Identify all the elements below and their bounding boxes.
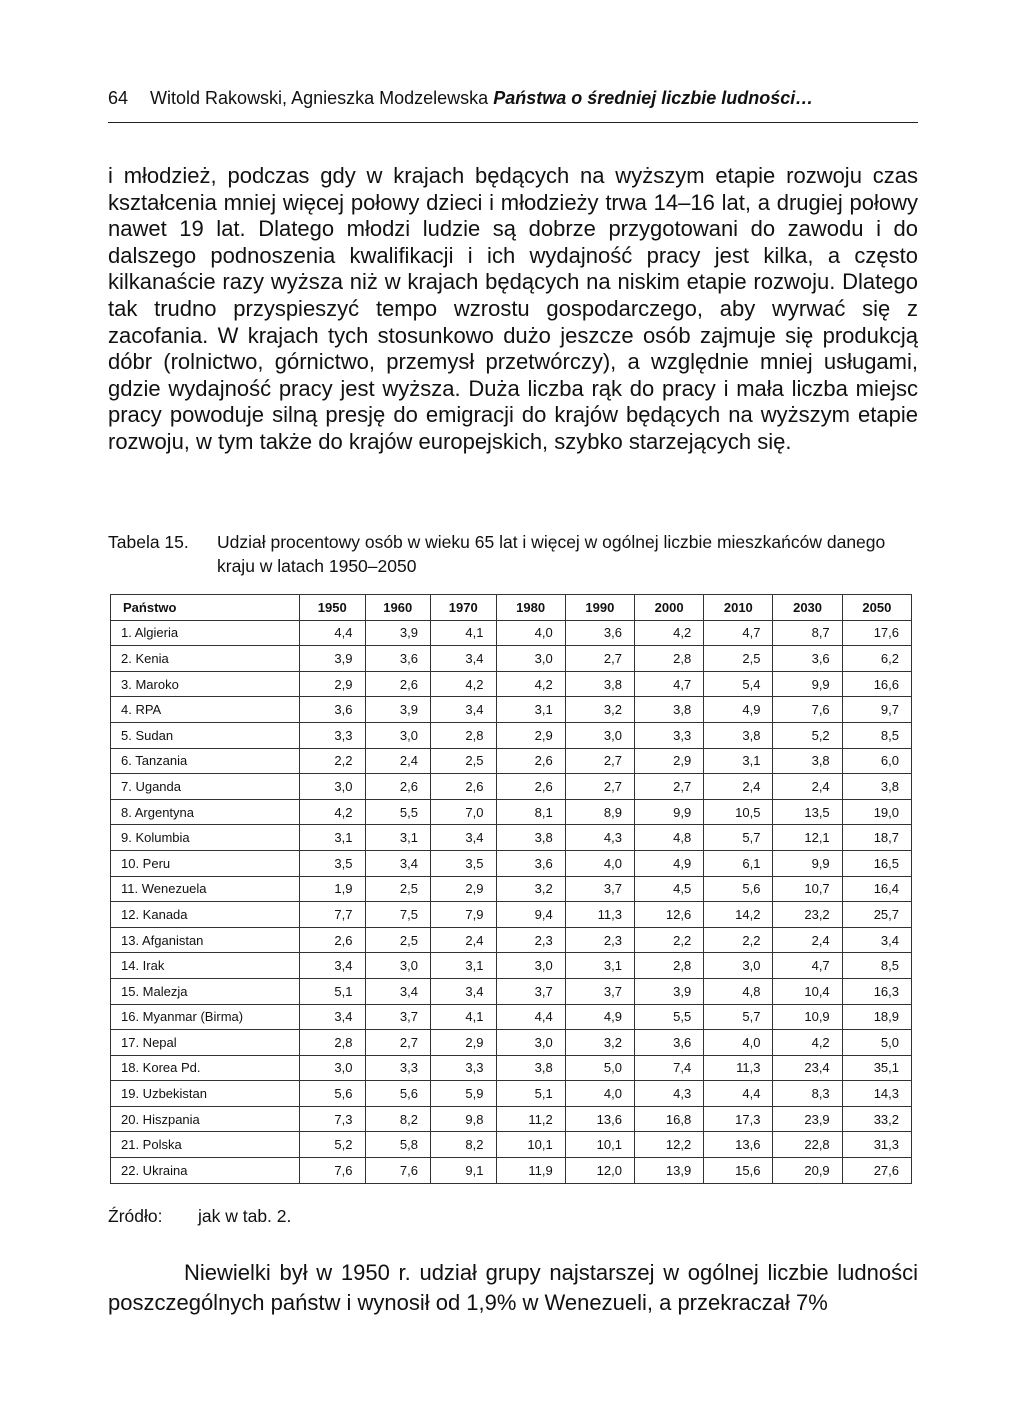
table-cell-value: 20,9 bbox=[773, 1158, 842, 1184]
table-cell-value: 35,1 bbox=[842, 1055, 911, 1081]
table-cell-value: 5,9 bbox=[431, 1081, 497, 1107]
table-cell-value: 3,0 bbox=[300, 1055, 366, 1081]
table-cell-value: 3,8 bbox=[496, 825, 565, 851]
table-header-year: 2050 bbox=[842, 595, 911, 621]
table-cell-value: 3,8 bbox=[773, 748, 842, 774]
table-cell-value: 3,0 bbox=[704, 953, 773, 979]
table-cell-value: 4,2 bbox=[496, 671, 565, 697]
table-cell-value: 11,9 bbox=[496, 1158, 565, 1184]
table-cell-value: 5,6 bbox=[365, 1081, 431, 1107]
table-row bbox=[111, 825, 912, 851]
table-row bbox=[111, 799, 912, 825]
table-body bbox=[111, 620, 912, 1183]
table-cell-value: 3,0 bbox=[565, 722, 634, 748]
table-cell-value: 4,7 bbox=[634, 671, 703, 697]
table-cell-value: 7,9 bbox=[431, 902, 497, 928]
table-cell-value: 3,9 bbox=[365, 697, 431, 723]
table-cell-value: 6,2 bbox=[842, 646, 911, 672]
table-cell-value: 3,8 bbox=[634, 697, 703, 723]
table-cell-state: 15. Malezja bbox=[111, 978, 300, 1004]
table-cell-value: 3,1 bbox=[431, 953, 497, 979]
table-header-year: 2030 bbox=[773, 595, 842, 621]
source-note bbox=[108, 1206, 291, 1227]
table-cell-value: 13,5 bbox=[773, 799, 842, 825]
table-cell-value: 1,9 bbox=[300, 876, 366, 902]
table-cell-value: 8,2 bbox=[365, 1106, 431, 1132]
table-row bbox=[111, 953, 912, 979]
table-cell-value: 3,9 bbox=[634, 978, 703, 1004]
running-header bbox=[108, 88, 918, 123]
table-cell-value: 2,6 bbox=[431, 774, 497, 800]
table-row bbox=[111, 1030, 912, 1056]
table-cell-value: 4,2 bbox=[431, 671, 497, 697]
table-cell-value: 17,3 bbox=[704, 1106, 773, 1132]
table-cell-value: 3,6 bbox=[365, 646, 431, 672]
table-cell-value: 4,3 bbox=[565, 825, 634, 851]
table-cell-value: 9,9 bbox=[773, 850, 842, 876]
table-cell-value: 8,5 bbox=[842, 722, 911, 748]
table-cell-value: 7,6 bbox=[300, 1158, 366, 1184]
table-cell-value: 3,5 bbox=[300, 850, 366, 876]
table-cell-value: 4,7 bbox=[773, 953, 842, 979]
table-cell-value: 2,8 bbox=[431, 722, 497, 748]
table-cell-value: 3,9 bbox=[365, 620, 431, 646]
table-cell-value: 23,9 bbox=[773, 1106, 842, 1132]
table-cell-value: 5,8 bbox=[365, 1132, 431, 1158]
table-cell-value: 3,7 bbox=[496, 978, 565, 1004]
table-row bbox=[111, 774, 912, 800]
table-cell-value: 2,2 bbox=[634, 927, 703, 953]
table-cell-value: 7,5 bbox=[365, 902, 431, 928]
table-cell-value: 2,8 bbox=[634, 953, 703, 979]
table-cell-value: 3,7 bbox=[365, 1004, 431, 1030]
table-cell-value: 10,5 bbox=[704, 799, 773, 825]
table-cell-value: 3,1 bbox=[300, 825, 366, 851]
table-cell-state: 18. Korea Pd. bbox=[111, 1055, 300, 1081]
table-cell-value: 2,9 bbox=[496, 722, 565, 748]
table-cell-value: 7,3 bbox=[300, 1106, 366, 1132]
table-cell-value: 4,0 bbox=[704, 1030, 773, 1056]
table-cell-value: 3,4 bbox=[431, 825, 497, 851]
table-cell-value: 16,4 bbox=[842, 876, 911, 902]
table-cell-value: 16,6 bbox=[842, 671, 911, 697]
table-cell-value: 6,1 bbox=[704, 850, 773, 876]
table-cell-value: 14,3 bbox=[842, 1081, 911, 1107]
table-cell-value: 3,4 bbox=[431, 646, 497, 672]
table-cell-value: 10,1 bbox=[565, 1132, 634, 1158]
table-cell-state: 7. Uganda bbox=[111, 774, 300, 800]
table-cell-value: 9,8 bbox=[431, 1106, 497, 1132]
table-cell-value: 2,3 bbox=[565, 927, 634, 953]
source-text: jak w tab. 2. bbox=[198, 1206, 292, 1226]
table-cell-value: 3,3 bbox=[300, 722, 366, 748]
table-cell-value: 7,4 bbox=[634, 1055, 703, 1081]
table-cell-value: 2,4 bbox=[704, 774, 773, 800]
table-cell-value: 9,9 bbox=[773, 671, 842, 697]
table-cell-value: 19,0 bbox=[842, 799, 911, 825]
table-cell-value: 12,2 bbox=[634, 1132, 703, 1158]
table-cell-value: 5,0 bbox=[565, 1055, 634, 1081]
table-cell-value: 13,9 bbox=[634, 1158, 703, 1184]
table-cell-value: 3,0 bbox=[365, 953, 431, 979]
table-cell-value: 2,8 bbox=[634, 646, 703, 672]
table-row bbox=[111, 978, 912, 1004]
table-cell-value: 3,3 bbox=[431, 1055, 497, 1081]
table-cell-value: 9,1 bbox=[431, 1158, 497, 1184]
table-cell-value: 11,3 bbox=[565, 902, 634, 928]
table-cell-value: 2,8 bbox=[300, 1030, 366, 1056]
table-cell-value: 12,1 bbox=[773, 825, 842, 851]
table-cell-state: 2. Kenia bbox=[111, 646, 300, 672]
table-row bbox=[111, 902, 912, 928]
table-cell-value: 16,3 bbox=[842, 978, 911, 1004]
table-cell-value: 23,4 bbox=[773, 1055, 842, 1081]
table-cell-value: 4,3 bbox=[634, 1081, 703, 1107]
table-cell-value: 5,4 bbox=[704, 671, 773, 697]
table-cell-value: 10,4 bbox=[773, 978, 842, 1004]
table-cell-state: 22. Ukraina bbox=[111, 1158, 300, 1184]
table-cell-value: 2,6 bbox=[496, 774, 565, 800]
table-cell-value: 16,8 bbox=[634, 1106, 703, 1132]
table-cell-value: 31,3 bbox=[842, 1132, 911, 1158]
table-cell-value: 18,7 bbox=[842, 825, 911, 851]
table-cell-value: 17,6 bbox=[842, 620, 911, 646]
table-cell-value: 2,7 bbox=[365, 1030, 431, 1056]
table-cell-value: 9,9 bbox=[634, 799, 703, 825]
table-cell-value: 9,7 bbox=[842, 697, 911, 723]
table-cell-value: 2,6 bbox=[300, 927, 366, 953]
table-row bbox=[111, 697, 912, 723]
table-cell-value: 4,0 bbox=[496, 620, 565, 646]
table-header-year: 1970 bbox=[431, 595, 497, 621]
table-cell-value: 2,9 bbox=[431, 876, 497, 902]
table-header-year: 1980 bbox=[496, 595, 565, 621]
table-cell-value: 3,6 bbox=[565, 620, 634, 646]
table-cell-value: 3,2 bbox=[565, 1030, 634, 1056]
table-cell-state: 5. Sudan bbox=[111, 722, 300, 748]
table-header-year: 1950 bbox=[300, 595, 366, 621]
table-cell-value: 3,4 bbox=[842, 927, 911, 953]
table-cell-value: 5,1 bbox=[300, 978, 366, 1004]
table-cell-value: 3,4 bbox=[300, 953, 366, 979]
table-cell-value: 5,6 bbox=[704, 876, 773, 902]
table-cell-value: 3,6 bbox=[496, 850, 565, 876]
table-cell-value: 3,8 bbox=[496, 1055, 565, 1081]
table-cell-state: 14. Irak bbox=[111, 953, 300, 979]
table-cell-value: 4,4 bbox=[300, 620, 366, 646]
table-cell-value: 2,7 bbox=[634, 774, 703, 800]
table-cell-state: 8. Argentyna bbox=[111, 799, 300, 825]
table-row bbox=[111, 722, 912, 748]
table-header-row bbox=[111, 595, 912, 621]
table-cell-value: 3,9 bbox=[300, 646, 366, 672]
table-cell-value: 3,1 bbox=[704, 748, 773, 774]
table-cell-value: 2,5 bbox=[365, 876, 431, 902]
table-cell-value: 3,6 bbox=[634, 1030, 703, 1056]
table-cell-value: 5,2 bbox=[773, 722, 842, 748]
table-cell-value: 4,4 bbox=[496, 1004, 565, 1030]
table-cell-value: 4,8 bbox=[634, 825, 703, 851]
table-row bbox=[111, 927, 912, 953]
table-cell-state: 1. Algieria bbox=[111, 620, 300, 646]
table-cell-value: 5,6 bbox=[300, 1081, 366, 1107]
body-paragraph-2: Niewielki był w 1950 r. udział grupy najstarszej w ogólnej liczbie ludności poszczególnych państw i wynosił od 1,9% w Wenezueli, a przekraczał 7% bbox=[108, 1260, 918, 1315]
table-cell-value: 3,7 bbox=[565, 876, 634, 902]
table-cell-value: 3,0 bbox=[496, 953, 565, 979]
table-cell-value: 2,4 bbox=[773, 927, 842, 953]
table-cell-value: 3,3 bbox=[634, 722, 703, 748]
header-title: Państwa o średniej liczbie ludności… bbox=[493, 88, 814, 108]
table-header-state: Państwo bbox=[111, 595, 300, 621]
table-cell-value: 5,5 bbox=[634, 1004, 703, 1030]
table-cell-value: 5,1 bbox=[496, 1081, 565, 1107]
table-cell-value: 4,1 bbox=[431, 1004, 497, 1030]
table-cell-value: 11,2 bbox=[496, 1106, 565, 1132]
table-cell-value: 10,1 bbox=[496, 1132, 565, 1158]
table-cell-value: 2,5 bbox=[431, 748, 497, 774]
table-row bbox=[111, 620, 912, 646]
table-cell-value: 4,2 bbox=[300, 799, 366, 825]
table-cell-value: 8,9 bbox=[565, 799, 634, 825]
table-cell-value: 3,2 bbox=[496, 876, 565, 902]
table-cell-value: 22,8 bbox=[773, 1132, 842, 1158]
table-cell-value: 3,8 bbox=[704, 722, 773, 748]
body-paragraph-1: i młodzież, podczas gdy w krajach będących na wyższym etapie rozwoju czas kształcenia mniej więcej połowy dzieci i młodzieży trwa 14–16 lat, a drugiej połowy nawet 19 lat. Dlatego młodzi ludzie są dobrze przygotowani do zawodu i do dalszego podnoszenia kwalifikacji i ich wydajność pracy jest kilka, a często kilkanaście razy wyższa niż w krajach będących na niskim etapie rozwoju. Dlatego tak trudno przyspieszyć tempo wzrostu gospodarczego, aby wyrwać się z zacofania. W krajach tych stosunkowo dużo jeszcze osób zajmuje się produkcją dóbr (rolnictwo, górnictwo, przemysł przetwórczy), a względnie mniej usługami, gdzie wydajność pracy jest wyższa. Duża liczba rąk do pracy i mała liczba miejsc pracy powoduje silną presję do emigracji do krajów będących na wyższym etapie rozwoju, w tym także do krajów europejskich, szybko starzejących się. bbox=[108, 163, 918, 454]
table-cell-value: 6,0 bbox=[842, 748, 911, 774]
table-cell-value: 13,6 bbox=[704, 1132, 773, 1158]
table-row bbox=[111, 646, 912, 672]
table-cell-value: 3,0 bbox=[300, 774, 366, 800]
table-cell-value: 16,5 bbox=[842, 850, 911, 876]
table-cell-value: 2,7 bbox=[565, 646, 634, 672]
table-row bbox=[111, 1081, 912, 1107]
source-label: Źródło: bbox=[108, 1206, 163, 1226]
table-header-year: 2000 bbox=[634, 595, 703, 621]
table-cell-state: 16. Myanmar (Birma) bbox=[111, 1004, 300, 1030]
table-cell-value: 2,4 bbox=[365, 748, 431, 774]
table-cell-value: 10,9 bbox=[773, 1004, 842, 1030]
table-header-year: 1960 bbox=[365, 595, 431, 621]
table-cell-value: 18,9 bbox=[842, 1004, 911, 1030]
table-cell-value: 2,9 bbox=[431, 1030, 497, 1056]
table-cell-value: 4,5 bbox=[634, 876, 703, 902]
table-cell-value: 5,5 bbox=[365, 799, 431, 825]
table-cell-state: 12. Kanada bbox=[111, 902, 300, 928]
table-cell-value: 4,0 bbox=[565, 850, 634, 876]
table-cell-value: 4,8 bbox=[704, 978, 773, 1004]
table-cell-value: 4,7 bbox=[704, 620, 773, 646]
table-row bbox=[111, 1106, 912, 1132]
table-cell-state: 11. Wenezuela bbox=[111, 876, 300, 902]
table-cell-value: 7,0 bbox=[431, 799, 497, 825]
header-authors: Witold Rakowski, Agnieszka Modzelewska bbox=[150, 88, 489, 108]
table-row bbox=[111, 1132, 912, 1158]
table-cell-state: 21. Polska bbox=[111, 1132, 300, 1158]
table-cell-value: 4,0 bbox=[565, 1081, 634, 1107]
table-cell-value: 10,7 bbox=[773, 876, 842, 902]
table-cell-state: 9. Kolumbia bbox=[111, 825, 300, 851]
table-cell-value: 25,7 bbox=[842, 902, 911, 928]
table-cell-value: 9,4 bbox=[496, 902, 565, 928]
table-cell-value: 2,4 bbox=[431, 927, 497, 953]
table-cell-value: 15,6 bbox=[704, 1158, 773, 1184]
table-cell-value: 3,6 bbox=[773, 646, 842, 672]
table-cell-value: 4,9 bbox=[704, 697, 773, 723]
table-row bbox=[111, 876, 912, 902]
table-cell-state: 6. Tanzania bbox=[111, 748, 300, 774]
table-cell-value: 3,4 bbox=[300, 1004, 366, 1030]
table-cell-value: 8,2 bbox=[431, 1132, 497, 1158]
table-cell-value: 2,3 bbox=[496, 927, 565, 953]
table-cell-state: 4. RPA bbox=[111, 697, 300, 723]
table-header-year: 2010 bbox=[704, 595, 773, 621]
table-cell-value: 4,9 bbox=[634, 850, 703, 876]
table-cell-value: 8,5 bbox=[842, 953, 911, 979]
table-cell-value: 3,8 bbox=[842, 774, 911, 800]
table-cell-value: 5,2 bbox=[300, 1132, 366, 1158]
table-cell-value: 2,5 bbox=[365, 927, 431, 953]
table-cell-value: 2,2 bbox=[300, 748, 366, 774]
table-cell-value: 3,3 bbox=[365, 1055, 431, 1081]
data-table bbox=[110, 594, 912, 1184]
table-cell-value: 2,7 bbox=[565, 748, 634, 774]
table-cell-value: 2,5 bbox=[704, 646, 773, 672]
table-caption-label: Tabela 15. bbox=[108, 532, 189, 552]
table-cell-value: 3,4 bbox=[431, 978, 497, 1004]
table-cell-value: 3,1 bbox=[496, 697, 565, 723]
table-cell-value: 27,6 bbox=[842, 1158, 911, 1184]
table-cell-value: 3,6 bbox=[300, 697, 366, 723]
table-cell-value: 12,0 bbox=[565, 1158, 634, 1184]
table-cell-value: 2,6 bbox=[365, 671, 431, 697]
table-row bbox=[111, 1004, 912, 1030]
table-cell-value: 2,4 bbox=[773, 774, 842, 800]
table-row bbox=[111, 850, 912, 876]
table-cell-value: 3,1 bbox=[365, 825, 431, 851]
table-cell-value: 4,9 bbox=[565, 1004, 634, 1030]
table-cell-state: 17. Nepal bbox=[111, 1030, 300, 1056]
table-cell-value: 3,1 bbox=[565, 953, 634, 979]
table-cell-state: 3. Maroko bbox=[111, 671, 300, 697]
table-cell-value: 3,8 bbox=[565, 671, 634, 697]
table-cell-value: 2,2 bbox=[704, 927, 773, 953]
table-cell-value: 3,5 bbox=[431, 850, 497, 876]
table-row bbox=[111, 671, 912, 697]
table-cell-value: 14,2 bbox=[704, 902, 773, 928]
table-cell-value: 13,6 bbox=[565, 1106, 634, 1132]
table-cell-value: 12,6 bbox=[634, 902, 703, 928]
table-cell-value: 7,7 bbox=[300, 902, 366, 928]
table-cell-value: 11,3 bbox=[704, 1055, 773, 1081]
table-cell-value: 8,7 bbox=[773, 620, 842, 646]
table-cell-value: 3,2 bbox=[565, 697, 634, 723]
table-cell-value: 8,1 bbox=[496, 799, 565, 825]
table-cell-value: 5,7 bbox=[704, 1004, 773, 1030]
table-cell-value: 33,2 bbox=[842, 1106, 911, 1132]
table-cell-value: 7,6 bbox=[365, 1158, 431, 1184]
table-cell-value: 5,0 bbox=[842, 1030, 911, 1056]
table-cell-value: 7,6 bbox=[773, 697, 842, 723]
table-cell-value: 8,3 bbox=[773, 1081, 842, 1107]
table-cell-value: 3,0 bbox=[496, 646, 565, 672]
table-cell-value: 3,0 bbox=[365, 722, 431, 748]
table-cell-value: 3,4 bbox=[431, 697, 497, 723]
table-row bbox=[111, 1158, 912, 1184]
table-row bbox=[111, 1055, 912, 1081]
table-cell-state: 13. Afganistan bbox=[111, 927, 300, 953]
table-cell-value: 3,4 bbox=[365, 850, 431, 876]
table-cell-value: 4,4 bbox=[704, 1081, 773, 1107]
table-cell-value: 2,9 bbox=[300, 671, 366, 697]
table-header-year: 1990 bbox=[565, 595, 634, 621]
table-cell-value: 2,6 bbox=[365, 774, 431, 800]
table-cell-value: 2,6 bbox=[496, 748, 565, 774]
table-cell-value: 23,2 bbox=[773, 902, 842, 928]
table-cell-value: 3,4 bbox=[365, 978, 431, 1004]
table-caption-text: Udział procentowy osób w wieku 65 lat i więcej w ogólnej liczbie mieszkańców danego kraju w latach 1950–2050 bbox=[217, 532, 886, 576]
table-cell-value: 3,7 bbox=[565, 978, 634, 1004]
table-cell-value: 4,1 bbox=[431, 620, 497, 646]
table-row bbox=[111, 748, 912, 774]
table-cell-value: 3,0 bbox=[496, 1030, 565, 1056]
table-cell-value: 2,7 bbox=[565, 774, 634, 800]
page-number: 64 bbox=[108, 88, 129, 108]
table-cell-value: 4,2 bbox=[634, 620, 703, 646]
table-cell-state: 19. Uzbekistan bbox=[111, 1081, 300, 1107]
table-cell-state: 10. Peru bbox=[111, 850, 300, 876]
table-cell-value: 5,7 bbox=[704, 825, 773, 851]
table-cell-value: 2,9 bbox=[634, 748, 703, 774]
table-cell-value: 4,2 bbox=[773, 1030, 842, 1056]
table-cell-state: 20. Hiszpania bbox=[111, 1106, 300, 1132]
